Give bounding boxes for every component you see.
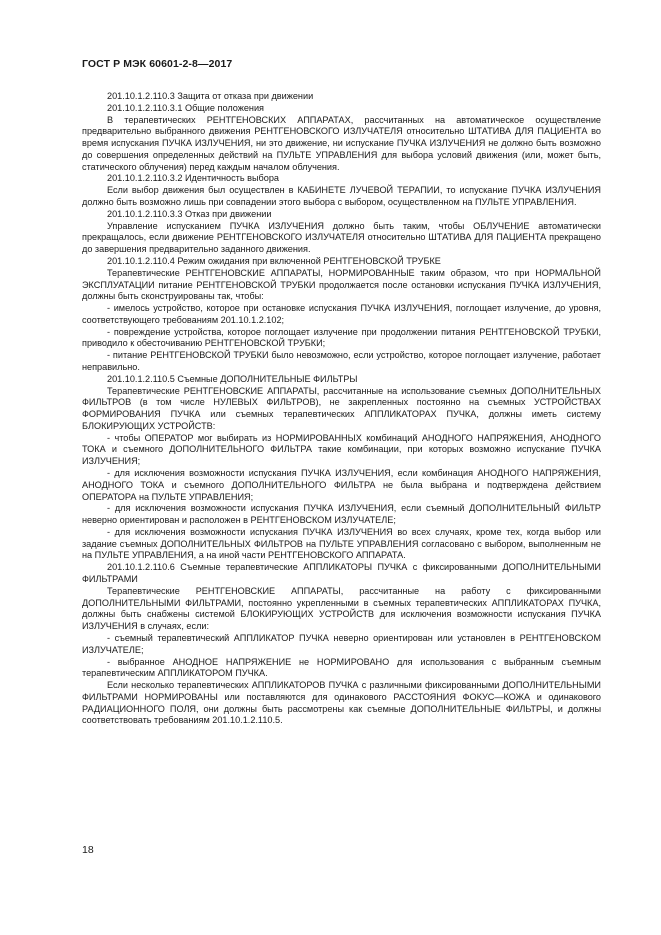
body-paragraph: В терапевтических РЕНТГЕНОВСКИХ АППАРАТАХ, рассчитанных на автоматическое осуществление предварительно выбранного движения РЕНТГЕНОВСКОГО ИЗЛУЧАТЕЛЯ относительно ШТАТИВА ДЛЯ ПАЦИЕНТА во время испускания ПУЧКА ИЗЛУЧЕНИЯ, ни это движение, ни испускание ПУЧКА ИЗЛУЧЕНИЯ не должно быть возможно до совершения определенных действий на ПУЛЬТЕ УПРАВЛЕНИЯ для выбора условий движения (или, может быть, статического облучения) перед каждым началом облучения. xyxy=(82,114,601,172)
list-item: - повреждение устройства, которое поглощает излучение при продолжении питания РЕНТГЕНОВСКОЙ ТРУБКИ, приводило к обесточиванию РЕНТГЕНОВСКОЙ ТРУБКИ; xyxy=(82,326,601,349)
list-item: - выбранное АНОДНОЕ НАПРЯЖЕНИЕ не НОРМИРОВАНО для использования с выбранным съемным терапевтическим АППЛИКАТОРОМ ПУЧКА. xyxy=(82,656,601,679)
section-heading: 201.10.1.2.110.5 Съемные ДОПОЛНИТЕЛЬНЫЕ ФИЛЬТРЫ xyxy=(107,373,358,384)
body-paragraph: Терапевтические РЕНТГЕНОВСКИЕ АППАРАТЫ, рассчитанные на работу с фиксированными ДОПОЛНИТЕЛЬНЫМИ ФИЛЬТРАМИ, постоянно укрепленными в съемных терапевтических АППЛИКАТОРАХ ПУЧКА, должны быть снабжены системой БЛОКИРУЮЩИХ УСТРОЙСТВ для исключения возможности испускания ПУЧКА ИЗЛУЧЕНИЯ в случаях, если: xyxy=(82,585,601,632)
list-item: - питание РЕНТГЕНОВСКОЙ ТРУБКИ было невозможно, если устройство, которое поглощает излучение, работает неправильно. xyxy=(82,350,601,372)
section-heading: 201.10.1.2.110.3.3 Отказ при движении xyxy=(107,208,272,219)
list-item: - имелось устройство, которое при остановке испускания ПУЧКА ИЗЛУЧЕНИЯ, поглощает излучение, до уровня, соответствующего требованиям 201.10.1.2.102; xyxy=(82,303,601,325)
list-item: - съемный терапевтический АППЛИКАТОР ПУЧКА неверно ориентирован или установлен в РЕНТГЕНОВСКОМ ИЗЛУЧАТЕЛЕ; xyxy=(82,632,601,655)
list-item: - для исключения возможности испускания ПУЧКА ИЗЛУЧЕНИЯ, если съемный ДОПОЛНИТЕЛЬНЫЙ ФИЛЬТР неверно ориентирован и расположен в РЕНТГЕНОВСКОМ ИЗЛУЧАТЕЛЕ; xyxy=(82,503,601,526)
section-heading: 201.10.1.2.110.3 Защита от отказа при движении xyxy=(107,91,314,101)
section-heading: 201.10.1.2.110.3.2 Идентичность выбора xyxy=(107,173,279,184)
list-item: - для исключения возможности испускания ПУЧКА ИЗЛУЧЕНИЯ, если комбинация АНОДНОГО НАПРЯЖЕНИЯ, АНОДНОГО ТОКА и съемного ДОПОЛНИТЕЛЬНОГО ФИЛЬТРА не была выбрана и подтверждена действием ОПЕРАТОРА на ПУЛЬТЕ УПРАВЛЕНИЯ; xyxy=(82,468,601,502)
body-paragraph: Если выбор движения был осуществлен в КАБИНЕТЕ ЛУЧЕВОЙ ТЕРАПИИ, то испускание ПУЧКА ИЗЛУЧЕНИЯ должно быть возможно лишь при совпадении этого выбора с выбором, осуществленном на ПУЛЬТЕ УПРАВЛЕНИЯ. xyxy=(82,185,601,208)
body-paragraph: Терапевтические РЕНТГЕНОВСКИЕ АППАРАТЫ, НОРМИРОВАННЫЕ таким образом, что при НОРМАЛЬНОЙ ЭКСПЛУАТАЦИИ питание РЕНТГЕНОВСКОЙ ТРУБКИ продолжается после остановки испускания ПУЧКА ИЗЛУЧЕНИЯ, должны быть сконструированы так, чтобы: xyxy=(82,267,601,302)
body-paragraph: Если несколько терапевтических АППЛИКАТОРОВ ПУЧКА с различными фиксированными ДОПОЛНИТЕЛЬНЫМИ ФИЛЬТРАМИ НОРМИРОВАНЫ или поставляются для одинакового РАССТОЯНИЯ ФОКУС—КОЖА и одинакового РАДИАЦИОННОГО ПОЛЯ, они должны быть рассмотрены как съемные ДОПОЛНИТЕЛЬНЫЕ ФИЛЬТРЫ, и должны соответствовать требованиям 201.10.1.2.110.5. xyxy=(82,680,601,726)
list-item: - чтобы ОПЕРАТОР мог выбирать из НОРМИРОВАННЫХ комбинаций АНОДНОГО НАПРЯЖЕНИЯ, АНОДНОГО ТОКА и съемного ДОПОЛНИТЕЛЬНОГО ФИЛЬТРА такие комбинации, при которых возможно испускание ПУЧКА ИЗЛУЧЕНИЯ; xyxy=(82,432,601,467)
section-heading: 201.10.1.2.110.6 Съемные терапевтические АППЛИКАТОРЫ ПУЧКА с фиксированными ДОПОЛНИТЕЛЬНЫМИ ФИЛЬТРАМИ xyxy=(82,562,601,585)
page-number: 18 xyxy=(82,844,94,856)
section-heading: 201.10.1.2.110.3.1 Общие положения xyxy=(107,102,264,113)
body-paragraph: Управление испусканием ПУЧКА ИЗЛУЧЕНИЯ должно быть таким, чтобы ОБЛУЧЕНИЕ автоматически прекращалось, если движение РЕНТГЕНОВСКОГО ИЗЛУЧАТЕЛЯ относительно ШТАТИВА ДЛЯ ПАЦИЕНТА прекращено до завершения предварительно заданного движения. xyxy=(82,220,601,255)
body-paragraph: Терапевтические РЕНТГЕНОВСКИЕ АППАРАТЫ, рассчитанные на использование съемных ДОПОЛНИТЕЛЬНЫХ ФИЛЬТРОВ (в том числе НУЛЕВЫХ ФИЛЬТРОВ), не закрепленных постоянно на съемных УСТРОЙСТВАХ ФОРМИРОВАНИЯ ПУЧКА или съемных терапевтических АППЛИКАТОРАХ ПУЧКА, должны иметь систему БЛОКИРУЮЩИХ УСТРОЙСТВ: xyxy=(82,385,601,431)
document-body xyxy=(82,91,601,727)
section-heading: 201.10.1.2.110.4 Режим ожидания при включенной РЕНТГЕНОВСКОЙ ТРУБКЕ xyxy=(107,255,441,266)
list-item: - для исключения возможности испускания ПУЧКА ИЗЛУЧЕНИЯ во всех случаях, кроме тех, когда выбор или задание съемных ДОПОЛНИТЕЛЬНЫХ ФИЛЬТРОВ на ПУЛЬТЕ УПРАВЛЕНИЯ согласовано с выбором, выполненным не на ПУЛЬТЕ УПРАВЛЕНИЯ, а на иной части РЕНТГЕНОВСКОГО АППАРАТА. xyxy=(82,526,601,561)
document-header: ГОСТ Р МЭК 60601-2-8—2017 xyxy=(82,58,233,70)
